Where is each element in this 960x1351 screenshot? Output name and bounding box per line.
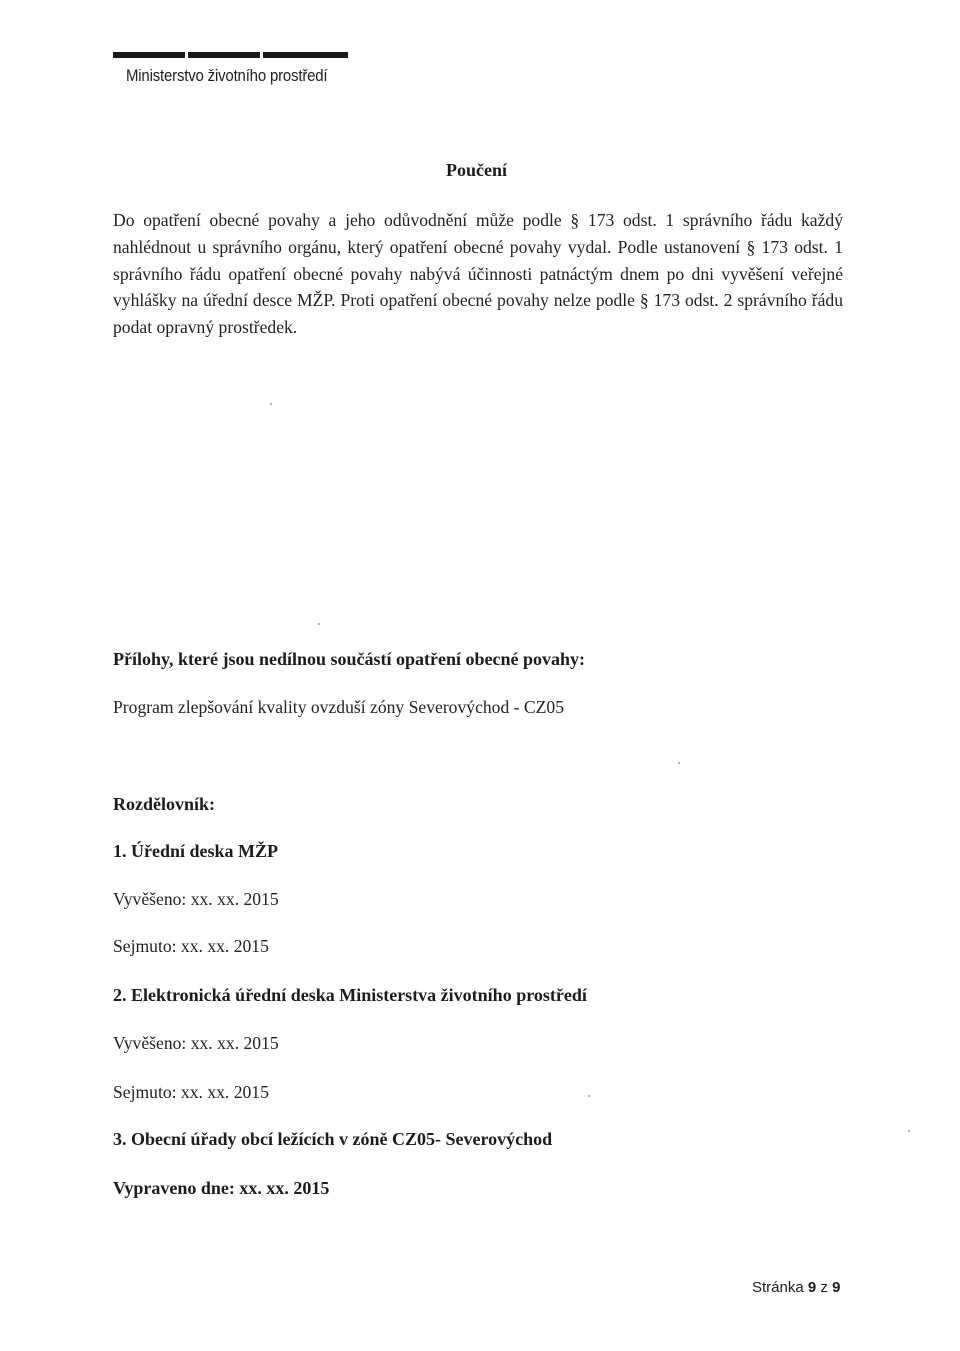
distribution-item-name: 3. Obecní úřady obcí ležících v zóně CZ05- Severovýchod [113,1129,553,1149]
distribution-item-name: 2. Elektronická úřední deska Ministerstva životního prostředí [113,985,587,1005]
distribution-item-removed: Sejmuto: xx. xx. 2015 [113,1082,269,1102]
ministry-name: Ministerstvo životního prostředí [126,66,328,85]
page-number: Stránka 9 z 9 [752,1279,841,1296]
attachment-item: Program zlepšování kvality ovzduší zóny Severovýchod - CZ05 [113,697,564,717]
attachments-title: Přílohy, které jsou nedílnou součástí opatření obecné povahy: [113,649,586,669]
sent-date: Vypraveno dne: xx. xx. 2015 [113,1178,330,1198]
distribution-item-removed: Sejmuto: xx. xx. 2015 [113,936,269,956]
distribution-item-posted: Vyvěšeno: xx. xx. 2015 [113,889,279,909]
pouceni-title: Poučení [446,160,507,180]
distribution-item-name: 1. Úřední deska MŽP [113,841,279,861]
distribution-title: Rozdělovník: [113,794,216,814]
distribution-item-posted: Vyvěšeno: xx. xx. 2015 [113,1033,279,1053]
header-rule [113,52,348,58]
pouceni-text: Do opatření obecné povahy a jeho odůvodnění může podle § 173 odst. 1 správního řádu každý nahlédnout u správního orgánu, který opatření obecné povahy vydal. Podle ustanovení § 173 odst. 1 správního řádu opatření obecné povahy nabývá účinnosti patnáctým dnem po dni vyvěšení veřejné vyhlášky na úřední desce MŽP. Proti opatření obecné povahy nelze podle § 173 odst. 2 správního řádu podat opravný prostředek. [113,210,843,338]
